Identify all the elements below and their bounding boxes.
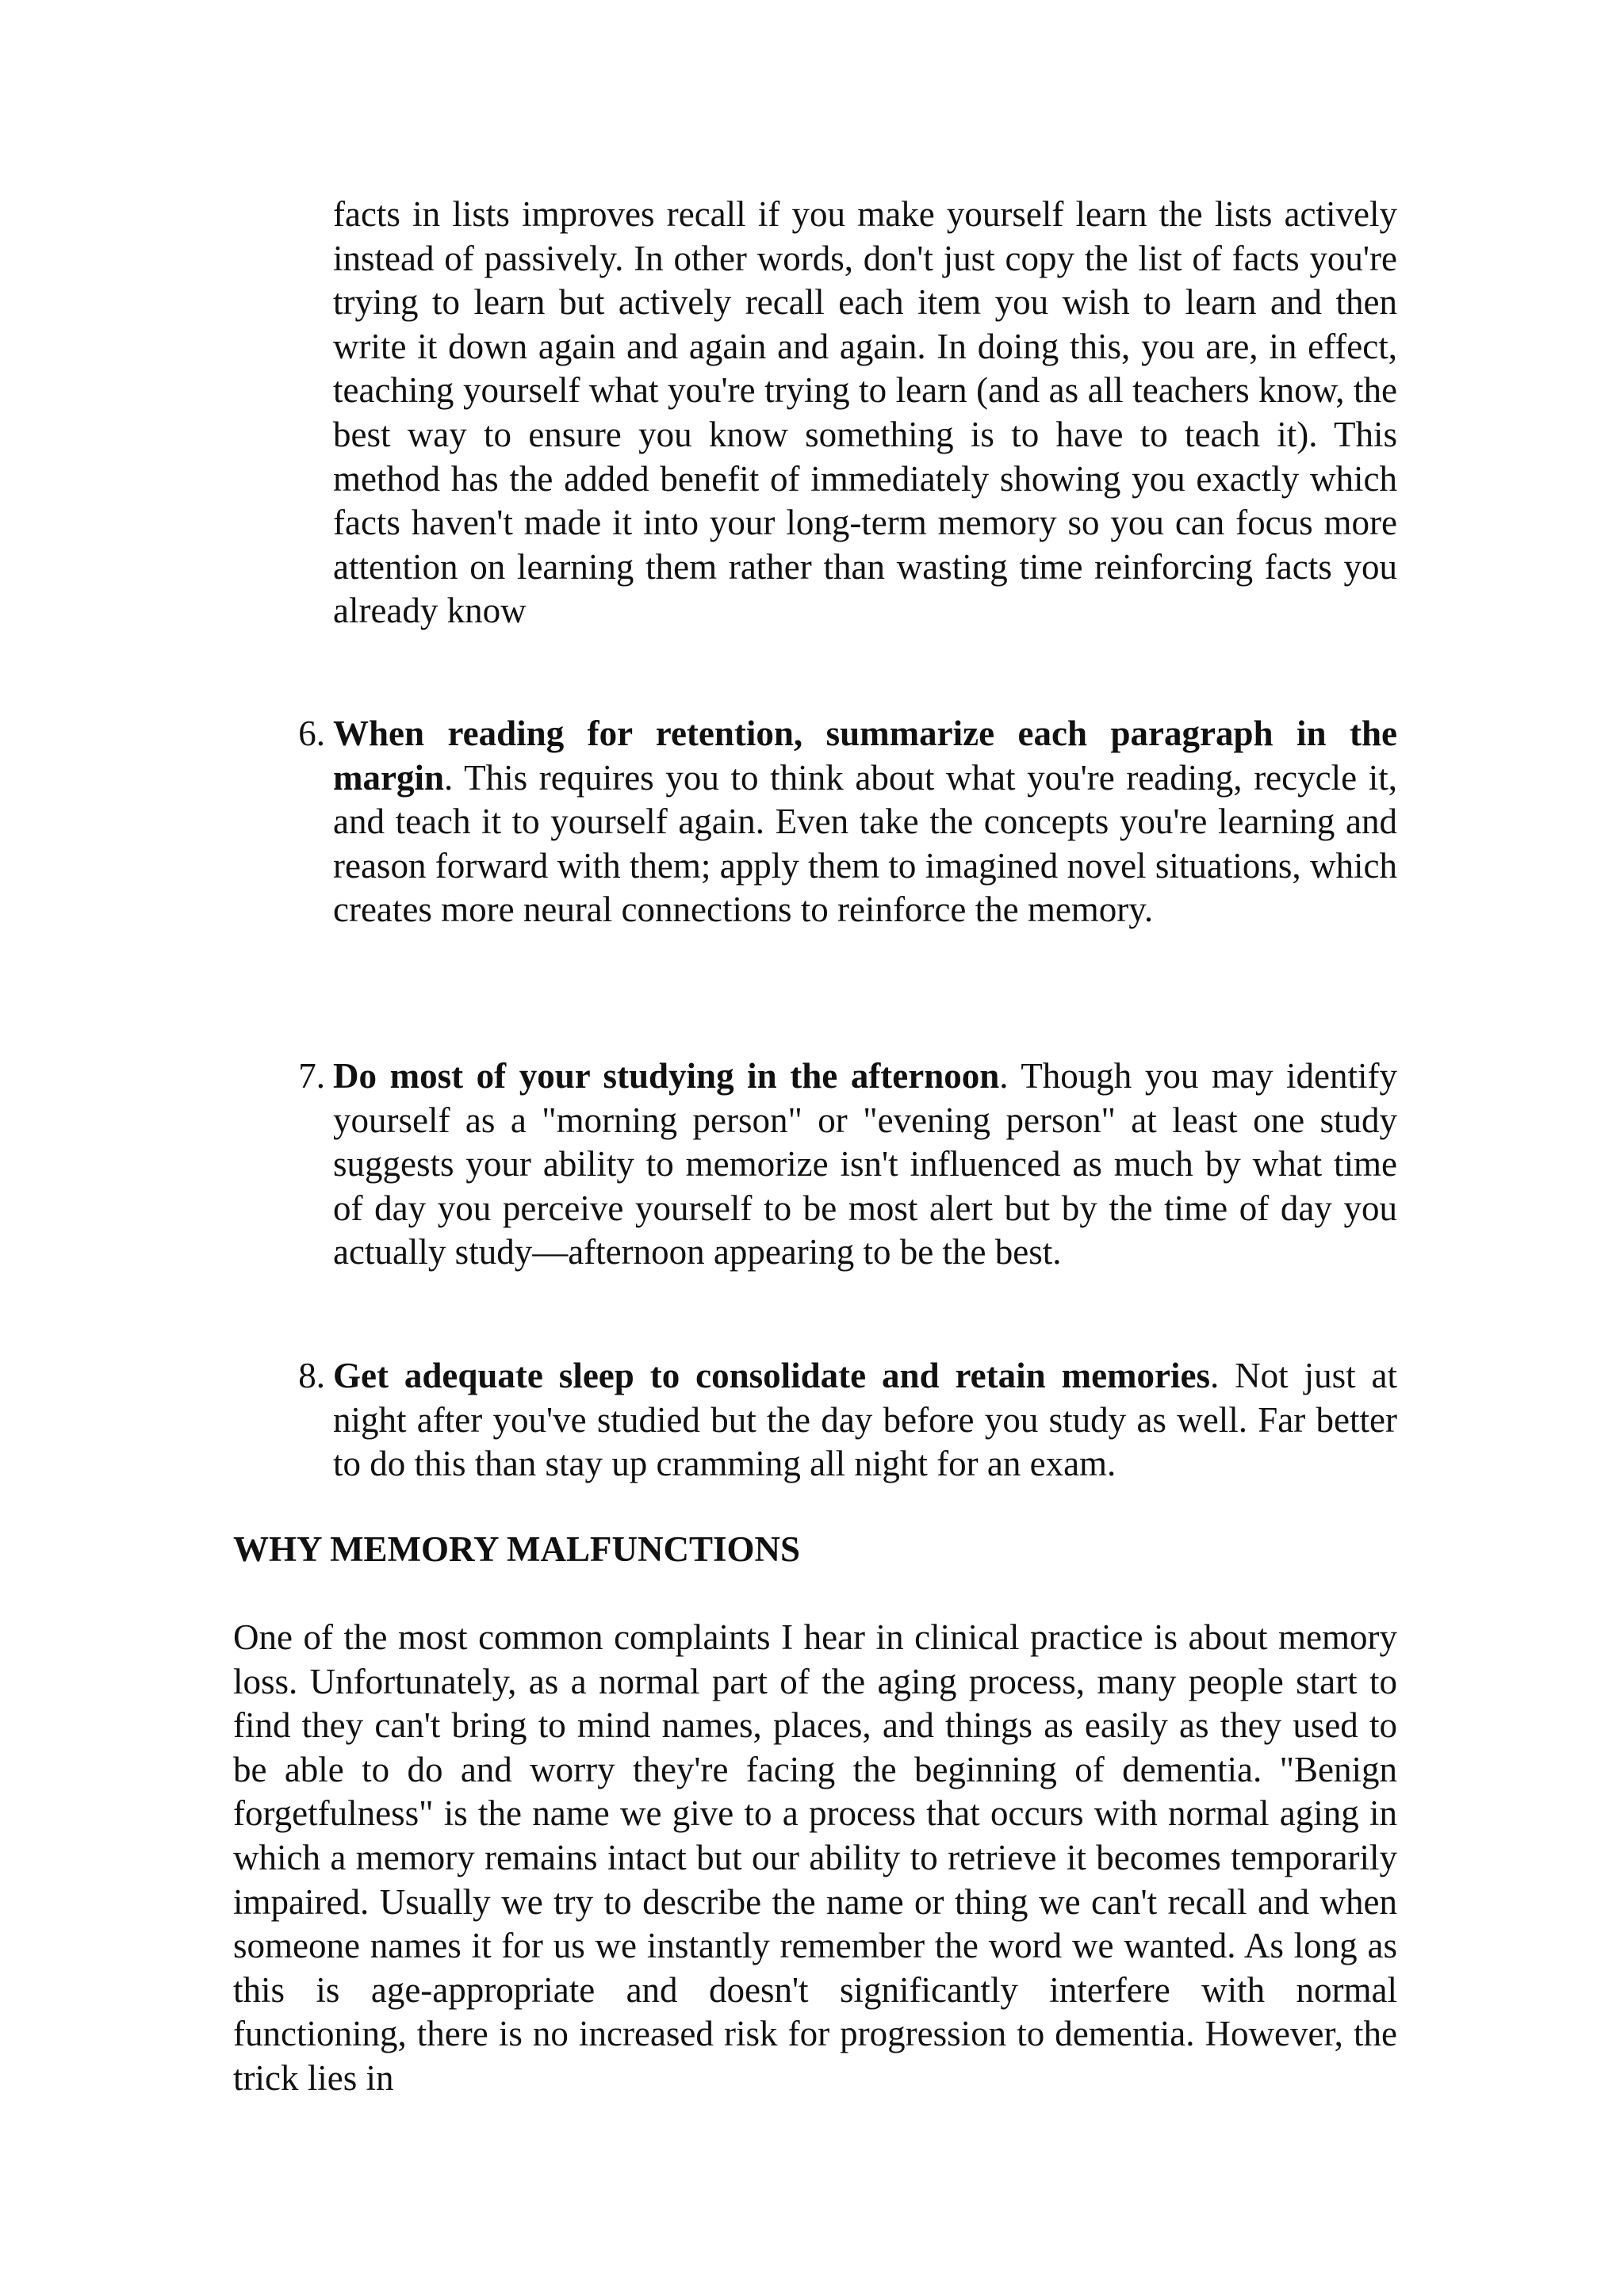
list-item-text (333, 712, 1397, 932)
list-item-text (333, 1354, 1397, 1487)
list-item-8 (298, 1354, 1397, 1487)
list-item-body: . Not just at night after you've studied but the day before you study as well. Far better to do this than stay up cramming all night for an exam. (333, 1356, 1397, 1484)
section-heading: WHY MEMORY MALFUNCTIONS (233, 1529, 801, 1569)
list-number: 6. (298, 714, 325, 753)
list-item-6 (298, 712, 1397, 932)
list-number: 7. (298, 1056, 325, 1096)
list-item-bold-lead: Do most of your studying in the afternoon (333, 1056, 1000, 1096)
list-item-body: . Though you may identify yourself as a "morning person" or "evening person" at least one study suggests your ability to memorize isn't influenced as much by what time of day you perceive yourself to be most alert but by the time of day you actually study—afternoon appearing to be the best. (333, 1056, 1397, 1272)
section-paragraph: One of the most common complaints I hear in clinical practice is about memory loss. Unfortunately, as a normal part of the aging process, many people start to find they can't bring to mind names, places, and things as easily as they used to be able to do and worry they're facing the beginning of dementia. "Benign forgetfulness" is the name we give to a process that occurs with normal aging in which a memory remains intact but our ability to retrieve it becomes temporarily impaired. Usually we try to describe the name or thing we can't recall and when someone names it for us we instantly remember the word we wanted. As long as this is age-appropriate and doesn't significantly interfere with normal functioning, there is no increased risk for progression to dementia. However, the trick lies in (233, 1617, 1397, 2098)
continuation-paragraph: facts in lists improves recall if you make yourself learn the lists actively instead of passively. In other words, don't just copy the list of facts you're trying to learn but actively recall each item you wish to learn and then write it down again and again and again. In doing this, you are, in effect, teaching yourself what you're trying to learn (and as all teachers know, the best way to ensure you know something is to have to teach it). This method has the added benefit of immediately showing you exactly which facts haven't made it into your long-term memory so you can focus more attention on learning them rather than wasting time reinforcing facts you already know (333, 194, 1397, 631)
list-item-7 (298, 1054, 1397, 1275)
list-item-body: . This requires you to think about what you're reading, recycle it, and teach it to yourself again. Even take the concepts you're learning and reason forward with them; apply them to imagined novel situations, which creates more neural connections to reinforce the memory. (333, 757, 1397, 930)
list-item-bold-lead: When reading for retention, summarize each paragraph in the margin (333, 714, 1397, 798)
list-item-bold-lead: Get adequate sleep to consolidate and retain memories (333, 1356, 1210, 1395)
list-item-text (333, 1054, 1397, 1275)
list-number: 8. (298, 1356, 325, 1395)
